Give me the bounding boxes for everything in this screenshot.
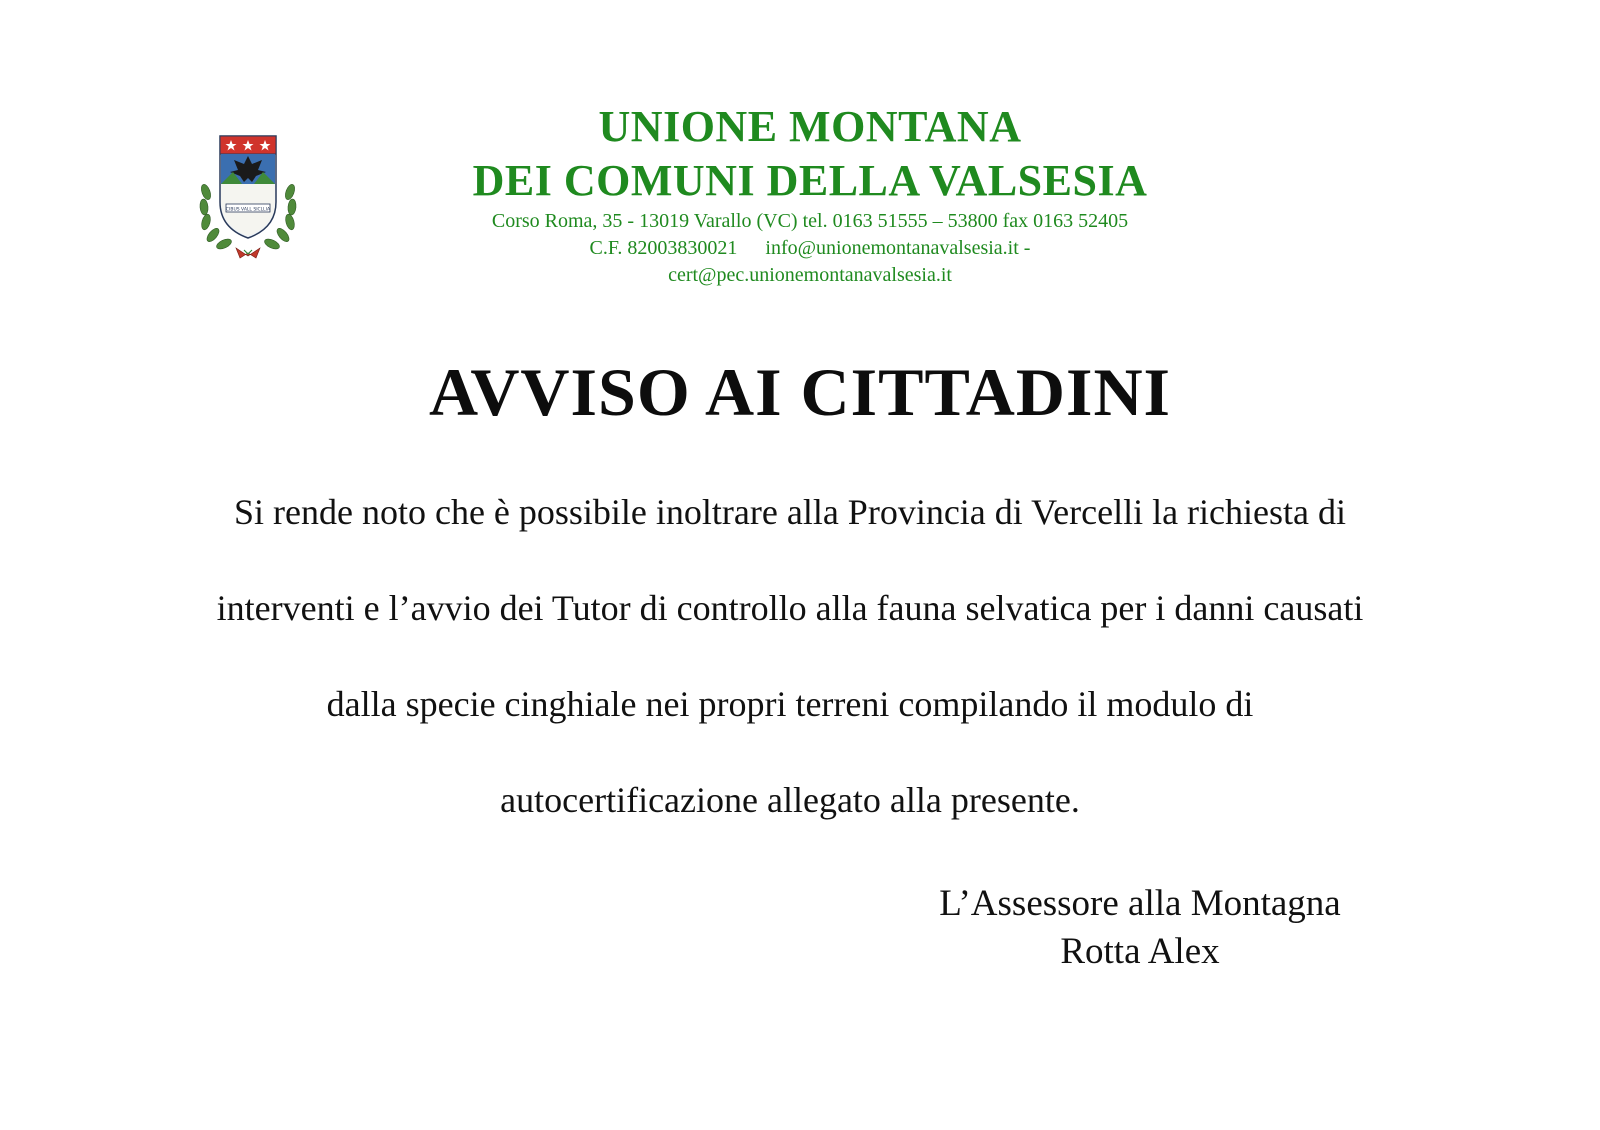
address-line: Corso Roma, 35 - 13019 Varallo (VC) tel. 0163 51555 – 53800 fax 0163 52405 bbox=[491, 210, 1129, 232]
tax-code: C.F. 82003830021 bbox=[589, 237, 738, 259]
coat-of-arms-icon bbox=[198, 132, 298, 262]
signatory-name: Rotta Alex bbox=[1060, 931, 1220, 972]
notice-line: interventi e l’avvio dei Tutor di controllo alla fauna selvatica per i danni causati bbox=[216, 588, 1364, 628]
signature-block bbox=[900, 880, 1380, 976]
notice-body bbox=[60, 482, 1520, 866]
notice-line: dalla specie cinghiale nei propri terreni compilando il modulo di bbox=[326, 684, 1254, 724]
notice-title: AVVISO AI CITTADINI bbox=[428, 354, 1172, 430]
letterhead bbox=[400, 100, 1220, 289]
tax-email-line bbox=[400, 235, 1220, 262]
logo-motto: CIBUS VALL SICLLIA bbox=[225, 207, 271, 213]
email-address: info@unionemontanavalsesia.it - bbox=[765, 237, 1031, 259]
organization-name-line-1: UNIONE MONTANA bbox=[598, 102, 1022, 151]
signatory-role: L’Assessore alla Montagna bbox=[939, 883, 1341, 924]
pec-address: cert@pec.unionemontanavalsesia.it bbox=[668, 264, 952, 286]
notice-line: Si rende noto che è possibile inoltrare alla Provincia di Vercelli la richiesta di bbox=[234, 492, 1346, 532]
notice-line: autocertificazione allegato alla presente. bbox=[500, 780, 1080, 820]
organization-name-line-2: DEI COMUNI DELLA VALSESIA bbox=[472, 156, 1148, 205]
